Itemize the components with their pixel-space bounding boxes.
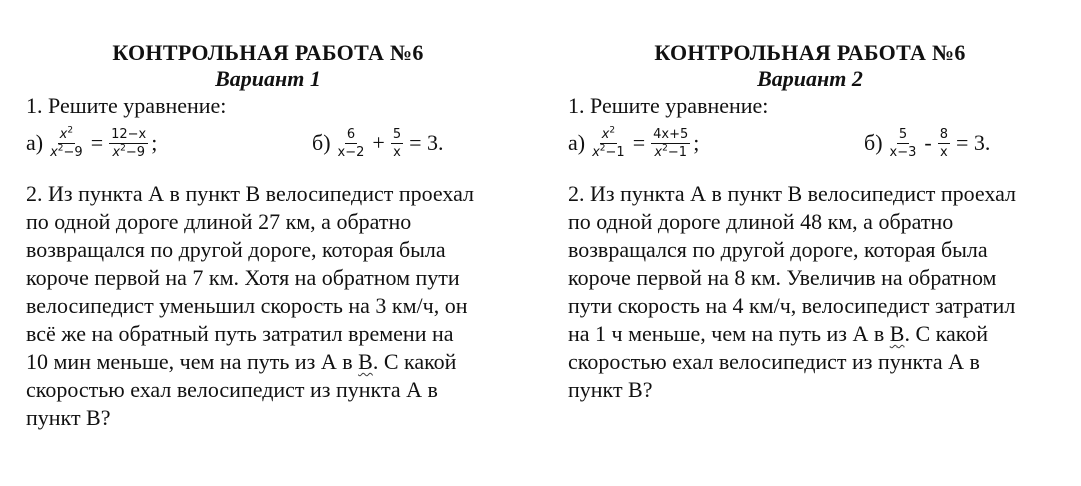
equation-a-right-fraction: $\frac{12-x}{x^2-9}$ <box>111 126 147 160</box>
variant-1-equation-a <box>26 120 160 166</box>
equation-b-fraction-2: $\frac{5}{x}$ <box>392 126 402 160</box>
variant-1-equation-b <box>312 120 447 166</box>
variant-2-subtitle: Вариант 2 <box>757 66 863 91</box>
variant-2-equation-b <box>864 120 993 166</box>
equation-b-fraction-2: $\frac{8}{x}$ <box>939 126 948 160</box>
variant-2-section <box>568 40 1038 404</box>
equation-b-label: б) <box>864 130 883 155</box>
operator: - <box>924 130 932 155</box>
spellcheck-mark: В <box>889 321 905 346</box>
equation-a-right-fraction: $\frac{4x+5}{x^2-1}$ <box>653 126 689 160</box>
equation-b-rhs: = 3. <box>956 130 991 155</box>
variant-1-problem-2: 2. Из пункта А в пункт В велосипедист проехал по одной дороге длиной 27 км, а обратно возвращался по другой дороге, которая была короче первой на 7 км. Хотя на обратном пути велосипедист уменьшил скорость на 3 км/ч, он всё же на обратный путь затратил времени на 10 мин меньше, чем на путь из А в В. С какой скоростью ехал велосипедист из пункта А в пункт В? <box>26 181 475 430</box>
equation-a-left-fraction: $\frac{x^2}{x^2-9}$ <box>50 125 83 160</box>
equation-a-label: а) <box>26 130 44 155</box>
variant-2-title: КОНТРОЛЬНАЯ РАБОТА №6 <box>654 40 966 65</box>
semicolon: ; <box>693 130 700 155</box>
variant-1-task1-heading: 1. Решите уравнение: <box>26 93 227 118</box>
equation-a-left-fraction: $\frac{x^2}{x^2-1}$ <box>592 125 625 160</box>
equals-sign: = <box>632 130 646 155</box>
semicolon: ; <box>151 130 158 155</box>
variant-1-subtitle: Вариант 1 <box>215 66 321 91</box>
variant-2-equation-a <box>568 120 702 166</box>
variant-1-section <box>26 40 496 432</box>
variant-2-equations <box>568 120 1038 166</box>
equation-b-fraction-1: $\frac{5}{x-3}$ <box>889 126 917 160</box>
variant-1-title: КОНТРОЛЬНАЯ РАБОТА №6 <box>112 40 424 65</box>
spellcheck-mark: В <box>358 349 373 374</box>
variant-2-problem-2: 2. Из пункта А в пункт В велосипедист проехал по одной дороге длиной 48 км, а обратно возвращался по другой дороге, которая была короче первой на 8 км. Увеличив на обратном пути скорость на 4 км/ч, велосипедист затратил на 1 ч меньше, чем на путь из А в В. С какой скоростью ехал велосипедист из пункта А в пункт В? <box>568 181 1017 402</box>
variant-1-equations <box>26 120 496 166</box>
equation-b-label: б) <box>312 130 331 155</box>
equals-sign: = <box>90 130 104 155</box>
operator: + <box>372 130 385 155</box>
equation-b-fraction-1: $\frac{6}{x-2}$ <box>337 126 365 160</box>
equation-b-rhs: = 3. <box>409 130 444 155</box>
equation-a-label: а) <box>568 130 586 155</box>
variant-2-task1-heading: 1. Решите уравнение: <box>568 93 769 118</box>
